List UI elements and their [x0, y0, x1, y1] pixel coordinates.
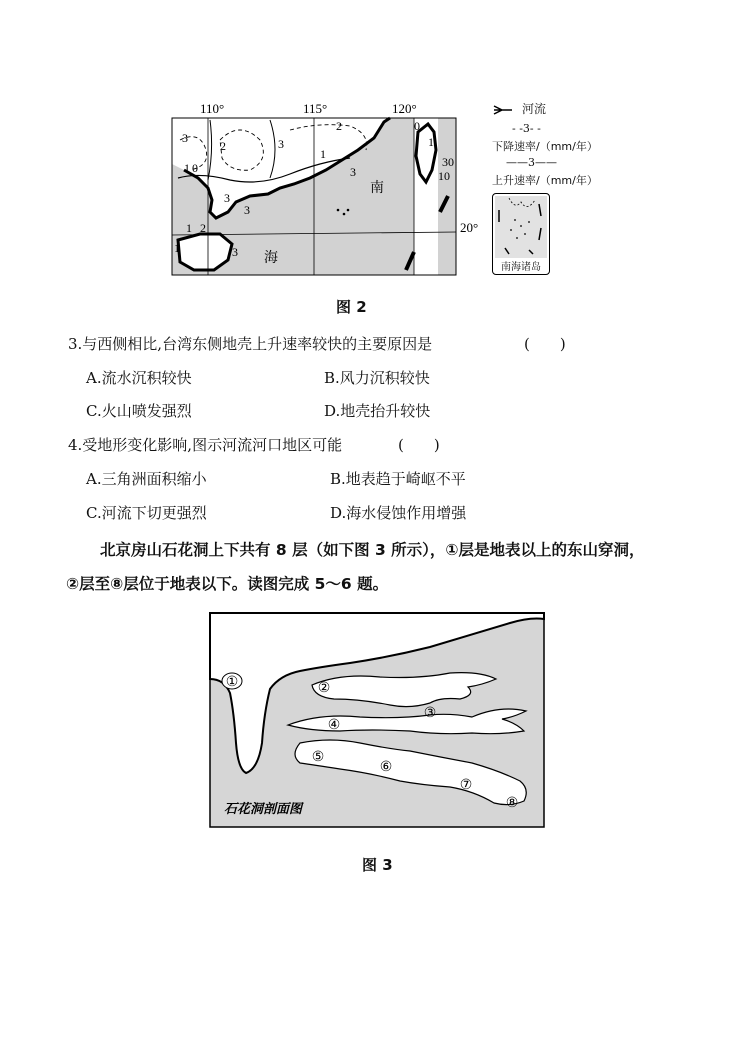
legend-up-label: 上升速率/（mm/年）: [492, 174, 598, 187]
layer-label-5: ⑤: [311, 750, 325, 765]
legend-down-label: 下降速率/（mm/年）: [492, 140, 598, 153]
contour-label: 2: [200, 221, 206, 235]
question-4-option-b[interactable]: B.地表趋于崎岖不平: [330, 470, 466, 488]
question-4-option-a[interactable]: A.三角洲面积缩小: [86, 470, 207, 488]
contour-label: 2: [220, 139, 226, 153]
question-3-bracket: ( ): [524, 335, 566, 353]
question-3-option-b[interactable]: B.风力沉积较快: [324, 369, 430, 387]
contour-label: 30: [442, 155, 454, 169]
contour-label: 2: [336, 119, 342, 133]
contour-label: 1: [320, 147, 326, 161]
contour-label: 0: [192, 161, 198, 175]
question-3-option-d[interactable]: D.地壳抬升较快: [324, 402, 431, 420]
sea-label-hai: 海: [264, 251, 278, 266]
inset-label: 南海诸岛: [501, 262, 541, 273]
lon-label-120: 120°: [392, 101, 417, 116]
contour-label: 3: [244, 203, 250, 217]
inset-islands: [495, 196, 547, 258]
contour-label: 0: [414, 119, 420, 133]
contour-label: 1: [186, 221, 192, 235]
lon-label-110: 110°: [200, 101, 225, 116]
figure-2-map: [170, 100, 479, 280]
sea-label-nan: 南: [370, 181, 384, 196]
intro-line-1: 北京房山石花洞上下共有 8 层（如下图 3 所示），①层是地表以上的东山穿洞，: [100, 541, 645, 559]
figure-3-caption: 图 3: [362, 856, 393, 874]
contour-label: 1: [184, 161, 190, 175]
question-4-stem: 4.受地形变化影响,图示河流河口地区可能: [68, 436, 343, 454]
layer-label-3: ③: [423, 706, 437, 721]
inset-map: [492, 193, 550, 275]
figure-3-cave-profile: [210, 613, 544, 827]
question-4-option-c[interactable]: C.河流下切更强烈: [86, 504, 207, 522]
layer-label-2: ②: [317, 681, 331, 696]
contour-label: 3: [224, 191, 230, 205]
contour-label: 1: [174, 241, 180, 255]
legend-river: 河流: [522, 102, 547, 116]
figure-2-caption: 图 2: [336, 298, 367, 316]
cave-profile-title: 石花洞剖面图: [224, 801, 303, 816]
contour-label: 10: [438, 169, 450, 183]
legend-down-sample: - -3- -: [512, 122, 541, 135]
layer-label-7: ⑦: [459, 778, 473, 793]
contour-label: 3: [350, 165, 356, 179]
lon-label-115: 115°: [303, 101, 328, 116]
contour-label: 3: [182, 131, 188, 145]
layer-label-1: ①: [225, 675, 239, 690]
river-symbol-icon: [492, 104, 518, 116]
question-3-stem: 3.与西侧相比,台湾东侧地壳上升速率较快的主要原因是: [68, 335, 433, 353]
question-3-option-c[interactable]: C.火山喷发强烈: [86, 402, 192, 420]
question-4-bracket: ( ): [398, 436, 440, 454]
intro-line-2: ②层至⑧层位于地表以下。读图完成 5～6 题。: [66, 575, 389, 593]
layer-label-4: ④: [327, 718, 341, 733]
layer-label-8: ⑧: [505, 796, 519, 811]
contour-label: 1: [428, 135, 434, 149]
layer-label-6: ⑥: [379, 760, 393, 775]
legend-up-sample: ——3——: [506, 156, 557, 169]
contour-label: 3: [232, 245, 238, 259]
question-3-option-a[interactable]: A.流水沉积较快: [86, 369, 192, 387]
lat-label-20: 20°: [460, 220, 479, 235]
contour-label: 3: [278, 137, 284, 151]
hainan-island: [178, 234, 232, 270]
question-4-option-d[interactable]: D.海水侵蚀作用增强: [330, 504, 467, 522]
